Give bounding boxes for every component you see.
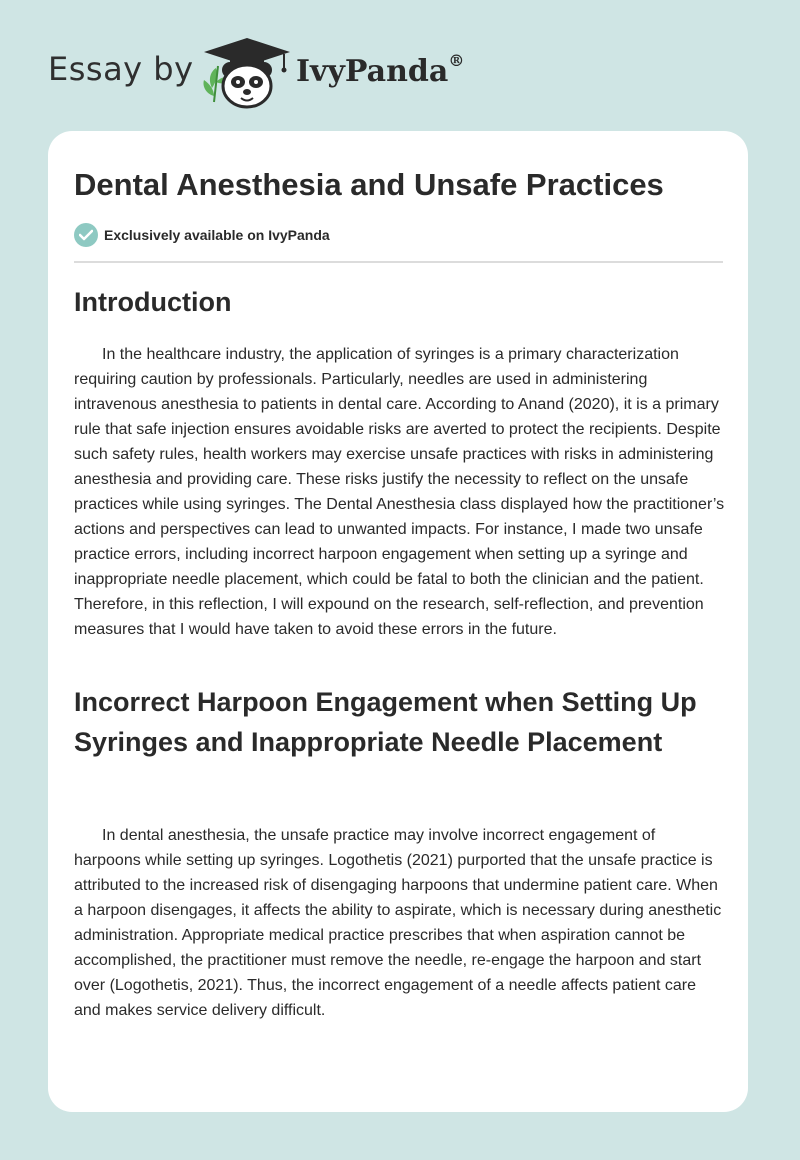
article-card [48, 131, 748, 1112]
article-title: Dental Anesthesia and Unsafe Practices [74, 167, 664, 202]
title-divider [74, 261, 723, 263]
section-paragraph-harpoon-engagement: In dental anesthesia, the unsafe practice may involve incorrect engagement of harpoons while setting up syringes. Logothetis (2021) purported that the unsafe practice is attributed to the increased risk of disengaging harpoons that undermine patient care. When a harpoon disengages, it affects the ability to aspirate, which is necessary during anesthetic administration. Appropriate medical practice prescribes that when aspiration cannot be accomplished, the practitioner must remove the needle, re-engage the harpoon and start over (Logothetis, 2021). Thus, the incorrect engagement of a needle affects patient care and makes service delivery difficult. [74, 827, 722, 1019]
section-heading-harpoon-engagement: Incorrect Harpoon Engagement when Setting Up Syringes and Inappropriate Needle Placement [74, 687, 697, 757]
check-circle-icon [74, 223, 98, 247]
section-paragraph-introduction: In the healthcare industry, the application of syringes is a primary characterization requiring caution by professionals. Particularly, needles are used in administering intravenous anesthesia to patients in dental care. According to Anand (2020), it is a primary rule that safe injection ensures avoidable risks are averted to protect the recipients. Despite such safety rules, health workers may exercise unsafe practices with risks in administering anesthesia and providing care. These risks justify the necessity to reflect on the unsafe practices while using syringes. The Dental Anesthesia class displayed how the practitioner’s actions and perspectives can lead to unwanted impacts. For instance, I made two unsafe practice errors, including incorrect harpoon engagement when setting up a syringe and inappropriate needle placement, which could be fatal to both the clinician and the patient. Therefore, in this reflection, I will expound on the research, self-reflection, and prevention measures that I would have taken to avoid these errors in the future. [74, 346, 725, 638]
section-heading-introduction: Introduction [74, 287, 232, 317]
brand-logo-text[interactable] [296, 51, 465, 89]
site-header [0, 0, 800, 130]
essay-by-label: Essay by [48, 50, 194, 88]
exclusive-badge-label: Exclusively available on IvyPanda [104, 227, 330, 243]
panda-graduate-logo-icon[interactable] [200, 36, 294, 110]
exclusive-badge [74, 223, 330, 247]
brand-registered-mark: ® [448, 51, 465, 70]
brand-name: IvyPanda [296, 54, 449, 89]
